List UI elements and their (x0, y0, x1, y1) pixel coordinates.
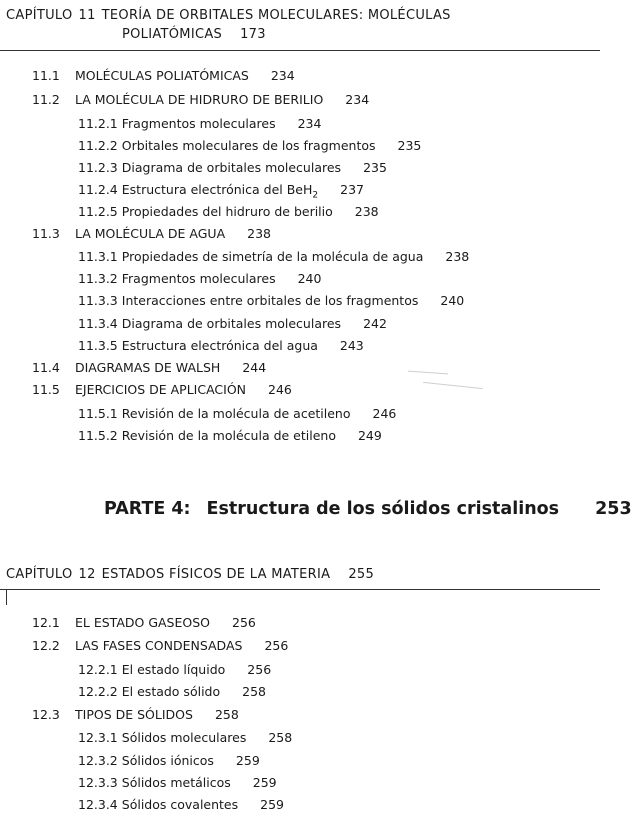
chapter-number: 12 (78, 567, 96, 582)
entry-number: 12.3.2 (78, 753, 118, 768)
chapter-11-entry (78, 271, 578, 287)
entry-number: 11.3.5 (78, 338, 118, 353)
chapter-11-entry (78, 316, 578, 332)
entry-title: Diagrama de orbitales moleculares (121, 316, 342, 331)
entry-number: 12.3.4 (78, 797, 118, 812)
part-number: 4: (171, 499, 191, 519)
entry-page: 235 (397, 138, 422, 153)
entry-number: 11.4 (32, 360, 60, 375)
entry-title: TIPOS DE SÓLIDOS (75, 707, 193, 722)
entry-number: 11.5.2 (78, 428, 118, 443)
entry-page: 238 (354, 204, 379, 219)
entry-title-wrap (75, 226, 271, 242)
chapter-11-rule (0, 50, 600, 51)
entry-number: 12.3.1 (78, 730, 118, 745)
chapter-12-entry (78, 753, 578, 769)
entry-page: 246 (372, 406, 397, 421)
entry-title: LA MOLÉCULA DE AGUA (75, 226, 226, 241)
entry-number: 11.5.1 (78, 406, 118, 421)
entry-page: 243 (339, 338, 364, 353)
entry-number: 12.1 (32, 615, 60, 630)
entry-number: 11.3.4 (78, 316, 118, 331)
entry-page: 234 (345, 92, 370, 107)
entry-title: Fragmentos moleculares (121, 116, 276, 131)
chapter-12-rule (0, 589, 600, 590)
entry-title-wrap (75, 707, 239, 723)
entry-page: 237 (340, 182, 364, 197)
entry-number: 12.3.3 (78, 775, 118, 790)
entry-title: Fragmentos moleculares (121, 271, 276, 286)
entry-page: 238 (445, 249, 470, 264)
entry-title: Diagrama de orbitales moleculares (121, 160, 342, 175)
chapter-12-entry (78, 775, 578, 791)
entry-number: 11.5 (32, 382, 60, 397)
entry-title: Sólidos iónicos (121, 753, 214, 768)
entry-page: 235 (363, 160, 387, 175)
chapter-label: CAPÍTULO (6, 567, 73, 582)
entry-title: Sólidos metálicos (121, 775, 231, 790)
chapter-11-heading (6, 6, 451, 44)
part-page: 253 (595, 499, 632, 519)
entry-title: LAS FASES CONDENSADAS (75, 638, 243, 653)
chapter-11-entry (78, 338, 578, 354)
entry-title: MOLÉCULAS POLIATÓMICAS (75, 68, 249, 83)
entry-title: Estructura electrónica del BeH (121, 182, 313, 197)
entry-number: 11.2.2 (78, 138, 118, 153)
entry-title: Sólidos covalentes (121, 797, 239, 812)
chapter-page: 255 (348, 567, 375, 582)
entry-page: 234 (297, 116, 322, 131)
entry-number: 12.3 (32, 707, 60, 722)
chapter-number: 11 (78, 8, 96, 23)
chapter-11-entry (78, 116, 578, 132)
part-4-heading (104, 499, 632, 519)
chapter-title-line1: TEORÍA DE ORBITALES MOLECULARES: MOLÉCULAS (101, 8, 451, 23)
chapter-11-entry (78, 293, 578, 309)
entry-number: 11.2.4 (78, 182, 118, 197)
chapter-12-entry (78, 684, 578, 700)
entry-title: Interacciones entre orbitales de los fragmentos (121, 293, 419, 308)
chapter-12-entry (78, 797, 578, 813)
entry-page: 258 (242, 684, 266, 699)
entry-title: Orbitales moleculares de los fragmentos (121, 138, 376, 153)
entry-title-wrap (75, 382, 292, 398)
entry-title: El estado sólido (121, 684, 221, 699)
entry-page: 240 (440, 293, 465, 308)
entry-title: Revisión de la molécula de acetileno (121, 406, 351, 421)
entry-page: 249 (357, 428, 382, 443)
entry-page: 258 (268, 730, 293, 745)
entry-title: EJERCICIOS DE APLICACIÓN (75, 382, 247, 397)
entry-page: 240 (297, 271, 322, 286)
scan-smudge (408, 371, 448, 375)
entry-page: 259 (235, 753, 260, 768)
chapter-11-entry (78, 182, 578, 204)
entry-page: 256 (232, 615, 256, 630)
entry-page: 258 (214, 707, 239, 722)
entry-title: EL ESTADO GASEOSO (75, 615, 211, 630)
entry-number: 11.2 (32, 92, 60, 107)
scan-smudge (423, 382, 483, 389)
entry-title: Estructura electrónica del agua (121, 338, 318, 353)
chapter-label: CAPÍTULO (6, 8, 73, 23)
chapter-11-entry (78, 138, 578, 154)
entry-title: Sólidos moleculares (121, 730, 247, 745)
chapter-11-entry (78, 160, 578, 176)
entry-subscript: 2 (312, 190, 319, 201)
entry-number: 11.3.1 (78, 249, 118, 264)
entry-number: 11.1 (32, 68, 60, 83)
entry-page: 246 (268, 382, 292, 397)
entry-page: 259 (252, 775, 277, 790)
entry-title: LA MOLÉCULA DE HIDRURO DE BERILIO (75, 92, 324, 107)
entry-number: 11.2.1 (78, 116, 118, 131)
entry-title-wrap (75, 92, 369, 108)
entry-number: 11.3.2 (78, 271, 118, 286)
entry-title: Propiedades del hidruro de berilio (121, 204, 333, 219)
entry-title-wrap (75, 615, 256, 631)
chapter-11-entry (78, 249, 578, 265)
chapter-12-heading (6, 565, 374, 584)
part-label: PARTE (104, 499, 166, 519)
entry-number: 12.2.2 (78, 684, 118, 699)
entry-number: 11.2.3 (78, 160, 118, 175)
entry-title-wrap (75, 638, 288, 654)
chapter-11-entry (78, 428, 578, 444)
entry-number: 12.2.1 (78, 662, 118, 677)
entry-page: 244 (242, 360, 267, 375)
chapter-title: ESTADOS FÍSICOS DE LA MATERIA (101, 567, 331, 582)
part-title: Estructura de los sólidos cristalinos (206, 499, 560, 519)
entry-page: 242 (363, 316, 387, 331)
entry-page: 256 (247, 662, 272, 677)
chapter-title-line2: POLIATÓMICAS (122, 27, 223, 42)
entry-title: Propiedades de simetría de la molécula de agua (121, 249, 424, 264)
entry-page: 259 (260, 797, 284, 812)
entry-title: El estado líquido (121, 662, 226, 677)
chapter-page: 173 (240, 27, 266, 42)
chapter-12-entry (78, 730, 578, 746)
chapter-12-entry (78, 662, 578, 678)
entry-title: Revisión de la molécula de etileno (121, 428, 336, 443)
chapter-12-rule-tick (6, 589, 7, 605)
chapter-11-entry (78, 204, 578, 220)
entry-number: 11.3 (32, 226, 60, 241)
chapter-11-entry (78, 406, 578, 422)
entry-title-wrap (75, 68, 295, 84)
entry-number: 12.2 (32, 638, 60, 653)
entry-title: DIAGRAMAS DE WALSH (75, 360, 221, 375)
entry-page: 256 (264, 638, 289, 653)
entry-title-wrap (75, 360, 266, 376)
entry-number: 11.3.3 (78, 293, 118, 308)
entry-page: 238 (247, 226, 271, 241)
entry-number: 11.2.5 (78, 204, 118, 219)
entry-page: 234 (270, 68, 295, 83)
